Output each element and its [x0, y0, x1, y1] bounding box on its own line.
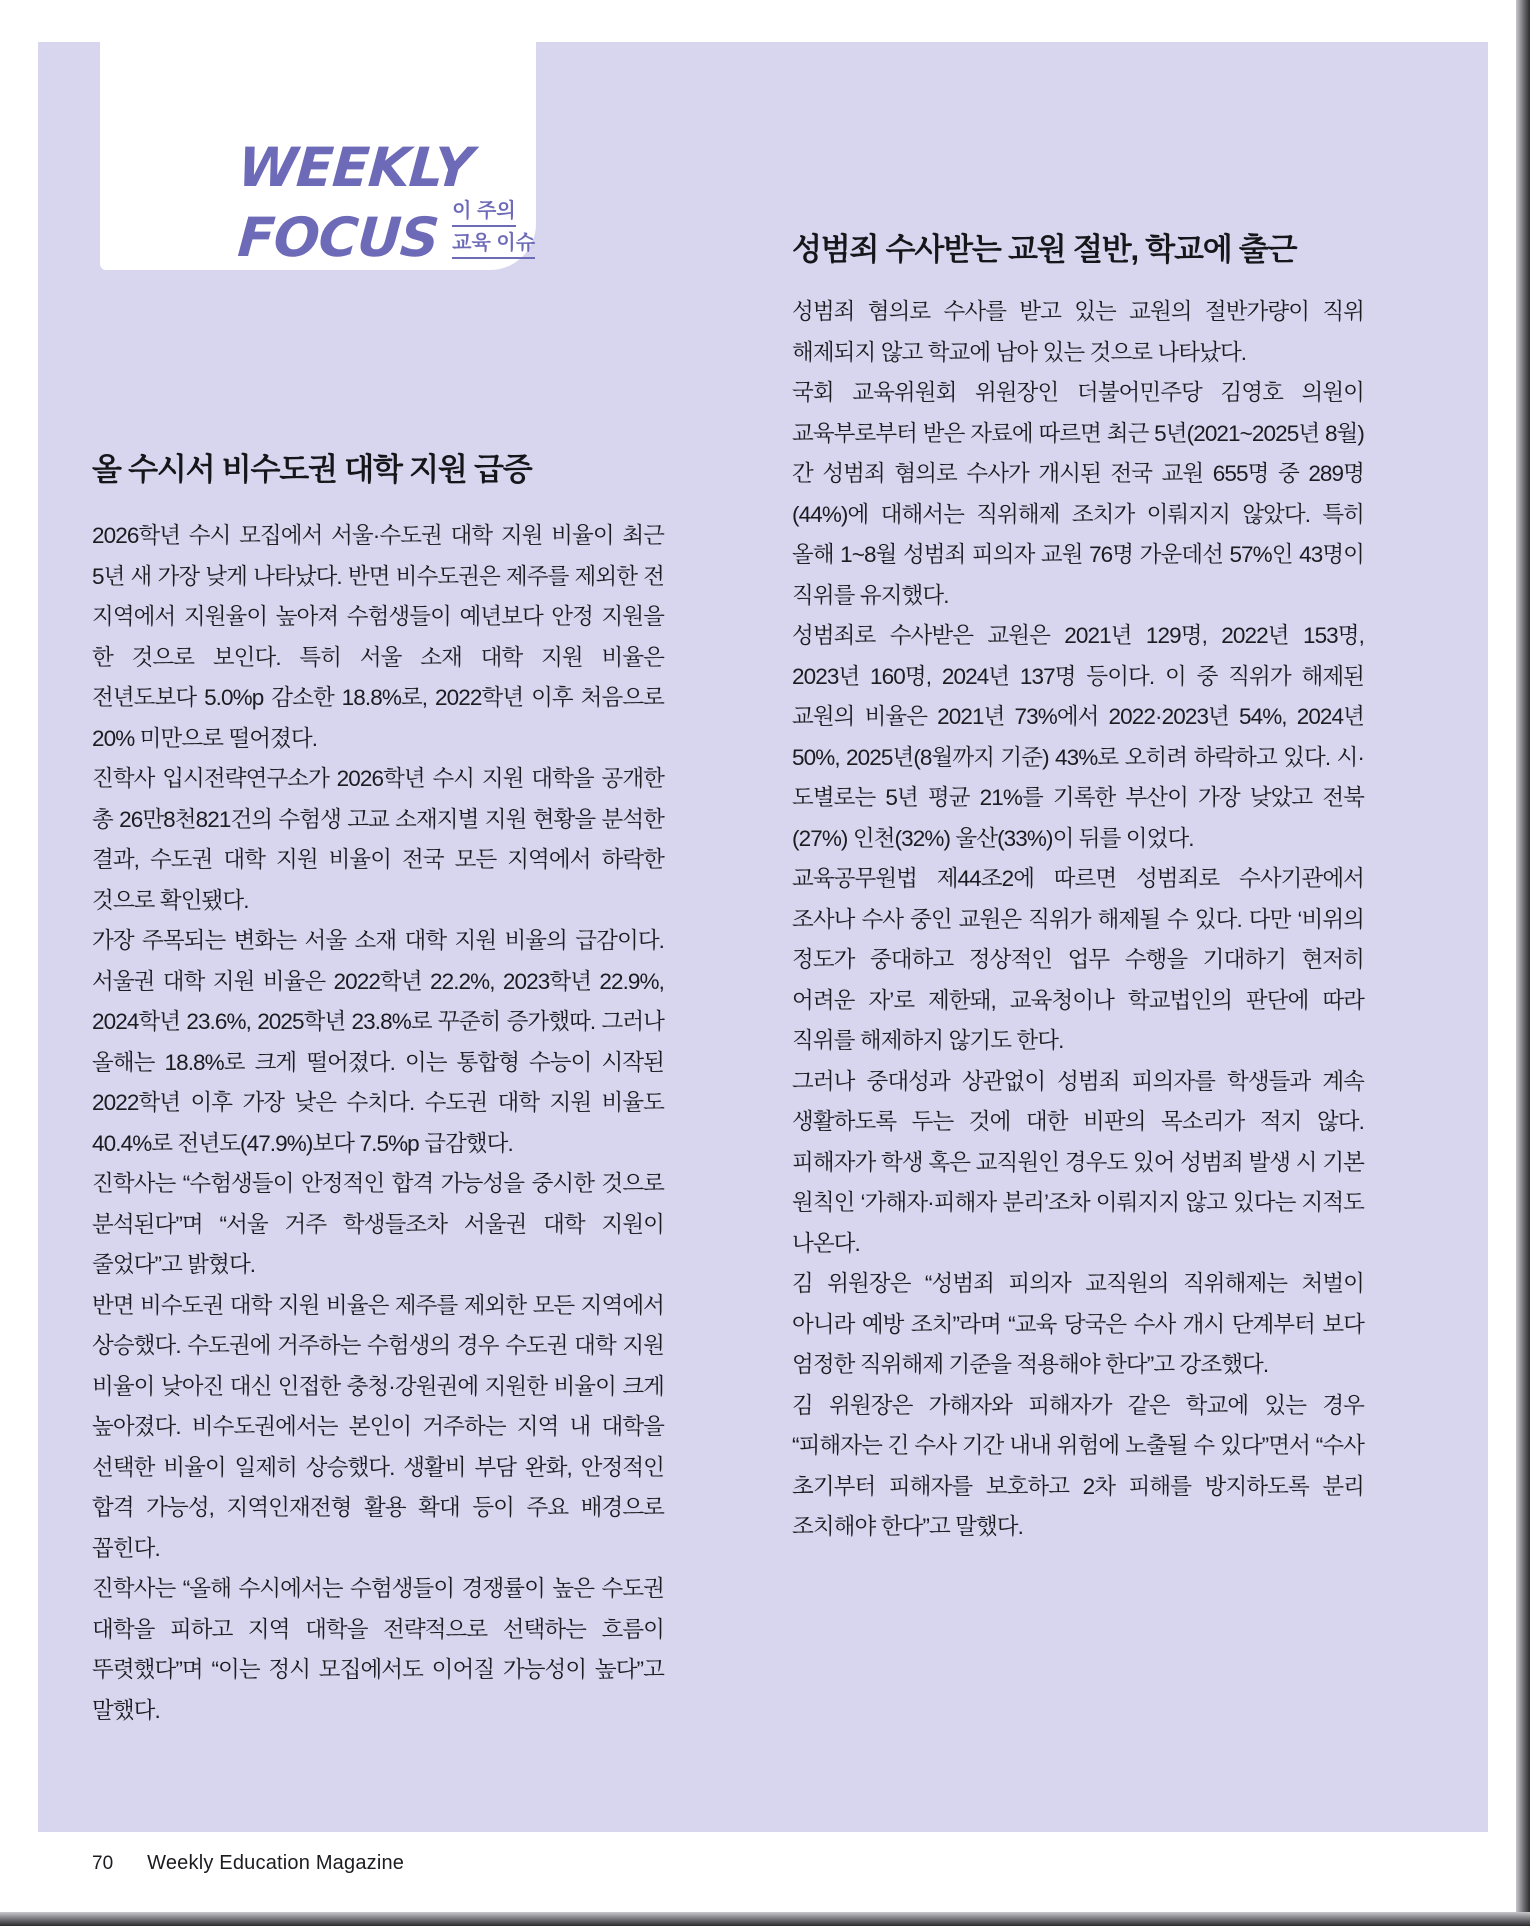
article-right-paragraph-3: 성범죄로 수사받은 교원은 2021년 129명, 2022년 153명, 2023년 160명, 2024년 137명 등이다. 이 중 직위가 해제된 교원의 비율은 2021년 73%에서 2022·2023년 54%, 2024년 50%, 2025년(8월까지 기준) 43%로 오히려 하락하고 있다. 시·도별로는 5년 평균 21%를 기록한 부산이 가장 낮았고 전북(27%) 인천(32%) 울산(33%)이 뒤를 이었다.: [792, 623, 1364, 851]
article-right: [792, 230, 1364, 1548]
article-right-paragraph-1: 성범죄 혐의로 수사를 받고 있는 교원의 절반가량이 직위 해제되지 않고 학교에 남아 있는 것으로 나타났다.: [792, 299, 1364, 365]
article-left-paragraph-6: 진학사는 “올해 수시에서는 수험생들이 경쟁률이 높은 수도권 대학을 피하고 지역 대학을 전략적으로 선택하는 흐름이 뚜렷했다”며 “이는 정시 모집에서도 이어질 가능성이 높다”고 말했다.: [92, 1576, 664, 1723]
weekly-focus-badge: [100, 42, 536, 270]
article-right-paragraph-4: 교육공무원법 제44조2에 따르면 성범죄로 수사기관에서 조사나 수사 중인 교원은 직위가 해제될 수 있다. 다만 ‘비위의 정도가 중대하고 정상적인 업무 수행을 기대하기 현저히 어려운 자’로 제한돼, 교육청이나 학교법인의 판단에 따라 직위를 해제하지 않기도 한다.: [792, 866, 1364, 1053]
article-left-paragraph-1: 2026학년 수시 모집에서 서울·수도권 대학 지원 비율이 최근 5년 새 가장 낮게 나타났다. 반면 비수도권은 제주를 제외한 전 지역에서 지원율이 높아져 수험생들이 예년보다 안정 지원을 한 것으로 보인다. 특히 서울 소재 대학 지원 비율은 전년도보다 5.0%p 감소한 18.8%로, 2022학년 이후 처음으로 20% 미만으로 떨어졌다.: [92, 523, 664, 751]
badge-line-focus-row: [235, 198, 618, 269]
article-left-headline: 올 수시서 비수도권 대학 지원 급증: [92, 452, 532, 487]
scan-edge-right: [1516, 0, 1530, 1926]
article-right-paragraph-5: 그러나 중대성과 상관없이 성범죄 피의자를 학생들과 계속 생활하도록 두는 것에 대한 비판의 목소리가 적지 않다. 피해자가 학생 혹은 교직원인 경우도 있어 성범죄 발생 시 기본 원칙인 ‘가해자·피해자 분리’조차 이뤄지지 않고 있다는 지적도 나온다.: [792, 1068, 1364, 1256]
article-right-paragraph-6: 김 위원장은 “성범죄 피의자 교직원의 직위해제는 처벌이 아니라 예방 조치”라며 “교육 당국은 수사 개시 단계부터 보다 엄정한 직위해제 기준을 적용해야 한다”고 강조했다.: [792, 1271, 1364, 1377]
page-number: 70: [92, 1853, 114, 1874]
article-left-paragraph-2: 진학사 입시전략연구소가 2026학년 수시 지원 대학을 공개한 총 26만8천821건의 수험생 고교 소재지별 지원 현황을 분석한 결과, 수도권 대학 지원 비율이 전국 모든 지역에서 하락한 것으로 확인됐다.: [92, 766, 664, 913]
article-left-paragraph-3: 가장 주목되는 변화는 서울 소재 대학 지원 비율의 급감이다. 서울권 대학 지원 비율은 2022학년 22.2%, 2023학년 22.9%, 2024학년 23.6%, 2025학년 23.8%로 꾸준히 증가했따. 그러나 올해는 18.8%로 크게 떨어졌다. 이는 통합형 수능이 시작된 2022학년 이후 가장 낮은 수치다. 수도권 대학 지원 비율도 40.4%로 전년도(47.9%)보다 7.5%p 급감했다.: [92, 928, 664, 1156]
article-right-paragraph-7: 김 위원장은 가해자와 피해자가 같은 학교에 있는 경우 “피해자는 긴 수사 기간 내내 위험에 노출될 수 있다”면서 “수사 초기부터 피해자를 보호하고 2차 피해를 방지하도록 분리 조치해야 한다”고 말했다.: [792, 1392, 1364, 1539]
badge-korean-line2: 교육 이슈: [452, 230, 535, 259]
badge-korean-line1: 이 주의: [452, 198, 516, 227]
article-right-paragraph-2: 국회 교육위원회 위원장인 더불어민주당 김영호 의원이 교육부로부터 받은 자료에 따르면 최근 5년(2021~2025년 8월)간 성범죄 혐의로 수사가 개시된 전국 교원 655명 중 289명(44%)에 대해서는 직위해제 조치가 이뤄지지 않았다. 특히 올해 1~8월 성범죄 피의자 교원 76명 가운데선 57%인 43명이 직위를 유지했다.: [792, 380, 1364, 608]
article-left: [92, 450, 664, 1731]
badge-line-weekly: WEEKLY: [235, 136, 475, 199]
scan-edge-left: [0, 0, 9, 1926]
article-left-paragraph-4: 진학사는 “수험생들이 안정적인 합격 가능성을 중시한 것으로 분석된다”며 “서울 거주 학생들조차 서울권 대학 지원이 줄었다”고 밝혔다.: [92, 1171, 664, 1277]
publication-name: Weekly Education Magazine: [147, 1852, 405, 1874]
page-footer: [92, 1852, 404, 1875]
scan-edge-bottom: [0, 1912, 1530, 1926]
badge-line-focus: FOCUS: [235, 206, 441, 269]
badge-korean-subtitle: [452, 198, 535, 268]
article-left-paragraph-5: 반면 비수도권 대학 지원 비율은 제주를 제외한 모든 지역에서 상승했다. 수도권에 거주하는 수험생의 경우 수도권 대학 지원 비율이 낮아진 대신 인접한 충청·강원권에 지원한 비율이 크게 높아졌다. 비수도권에서는 본인이 거주하는 지역 내 대학을 선택한 비율이 일제히 상승했다. 생활비 부담 완화, 안정적인 합격 가능성, 지역인재전형 활용 확대 등이 주요 배경으로 꼽힌다.: [92, 1292, 664, 1561]
scan-edge-top: [0, 0, 1530, 9]
weekly-focus-badge-inner: [235, 136, 618, 269]
article-right-headline: 성범죄 수사받는 교원 절반, 학교에 출근: [792, 232, 1297, 267]
